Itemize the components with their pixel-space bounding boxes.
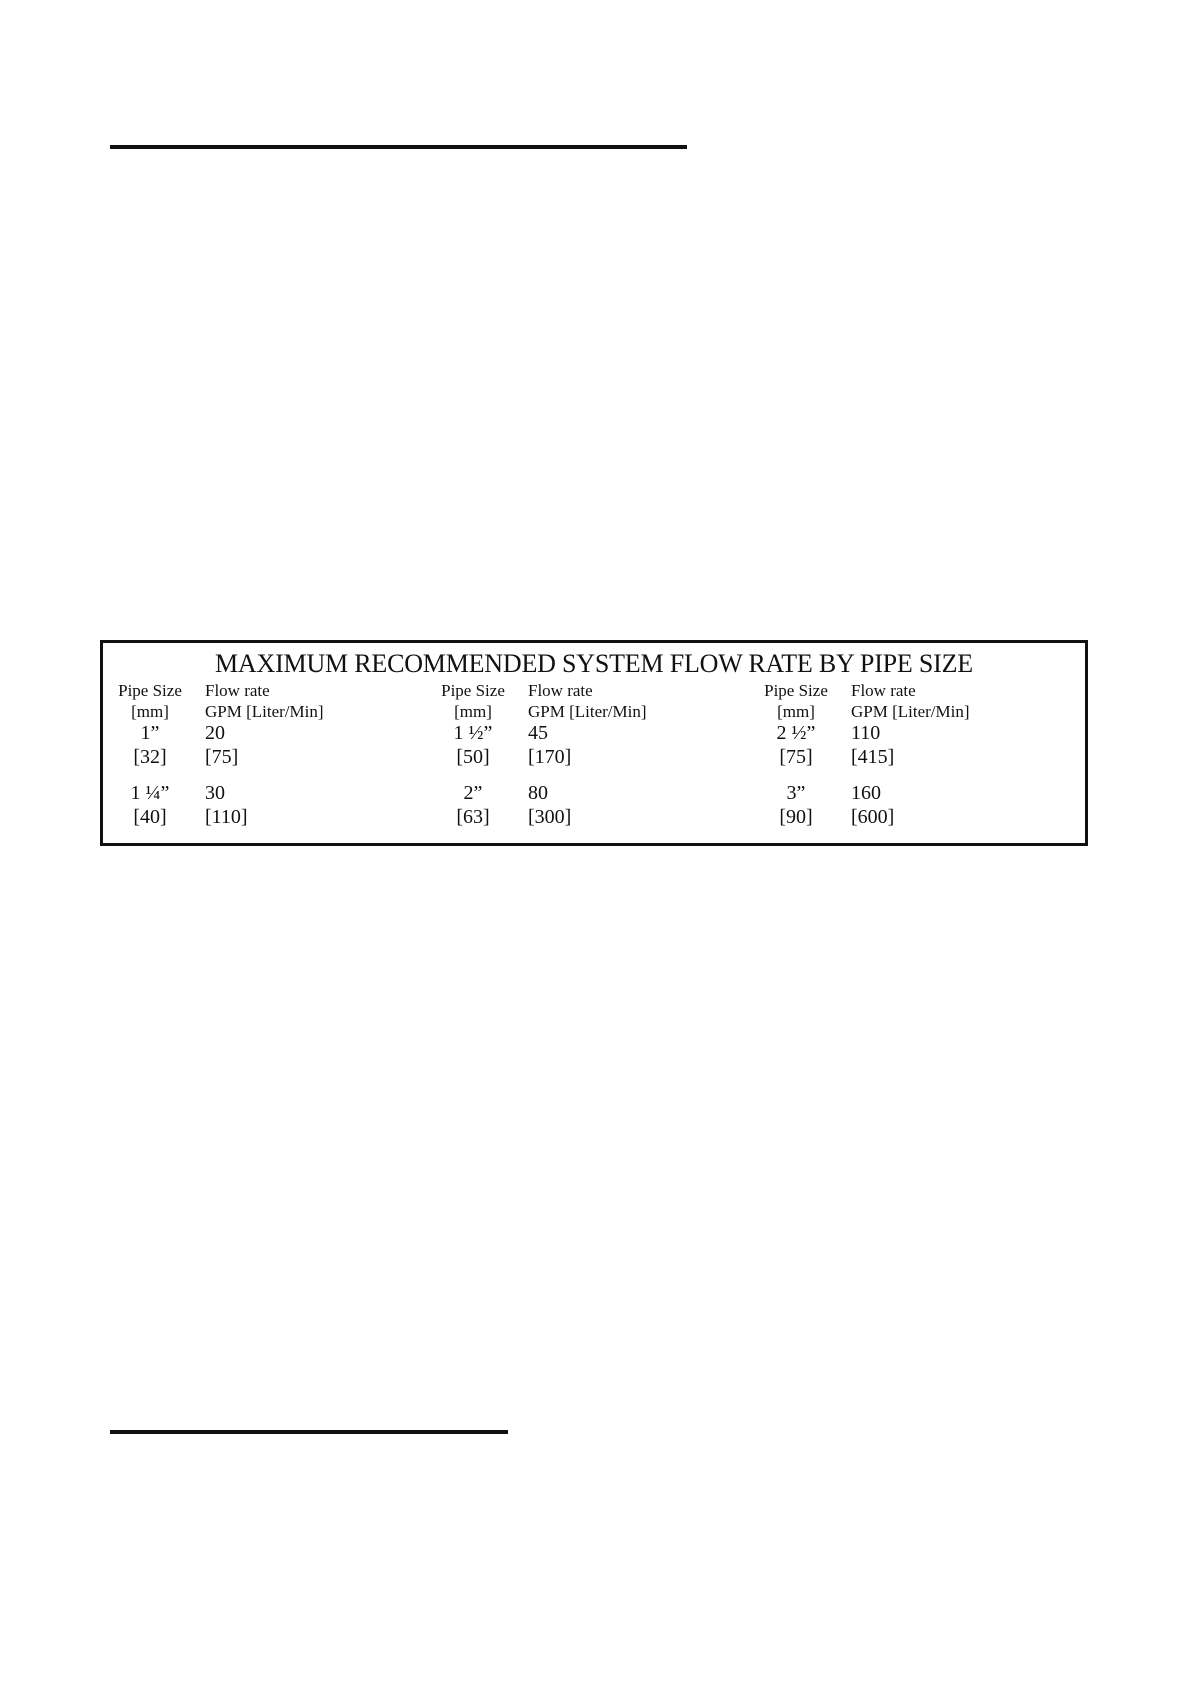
flow-rate-gpm: 45 xyxy=(528,722,548,744)
pipe-size-mm: [63] xyxy=(456,806,490,828)
pipe-size-inch: 2 ½” xyxy=(776,722,816,744)
pipe-size-mm: [32] xyxy=(133,746,167,768)
pipe-size-unit: [mm] xyxy=(777,702,815,721)
flow-rate-gpm: 30 xyxy=(205,782,225,804)
pipe-size-inch: 3” xyxy=(786,782,806,804)
pipe-size-mm: [75] xyxy=(779,746,813,768)
bottom-horizontal-rule xyxy=(110,1430,508,1434)
flow-rate-unit: GPM [Liter/Min] xyxy=(528,702,647,721)
table-column-group-2 xyxy=(440,643,740,843)
pipe-size-header: Pipe Size xyxy=(764,681,828,700)
flow-rate-lpm: [415] xyxy=(851,746,895,768)
pipe-size-inch: 2” xyxy=(463,782,483,804)
flow-rate-gpm: 160 xyxy=(851,782,881,804)
flow-rate-lpm: [300] xyxy=(528,806,572,828)
pipe-size-inch: 1 ¼” xyxy=(130,782,170,804)
flow-rate-gpm: 20 xyxy=(205,722,225,744)
pipe-size-unit: [mm] xyxy=(454,702,492,721)
table-column-group-1 xyxy=(117,643,417,843)
table-column-group-3 xyxy=(763,643,1063,843)
flow-rate-lpm: [170] xyxy=(528,746,572,768)
flow-rate-gpm: 110 xyxy=(851,722,881,744)
flow-rate-unit: GPM [Liter/Min] xyxy=(205,702,324,721)
flow-rate-table xyxy=(100,640,1088,846)
pipe-size-unit: [mm] xyxy=(131,702,169,721)
pipe-size-inch: 1 ½” xyxy=(453,722,493,744)
pipe-size-mm: [90] xyxy=(779,806,813,828)
pipe-size-mm: [40] xyxy=(133,806,167,828)
flow-rate-unit: GPM [Liter/Min] xyxy=(851,702,970,721)
flow-rate-header: Flow rate xyxy=(851,681,916,700)
pipe-size-inch: 1” xyxy=(140,722,160,744)
pipe-size-header: Pipe Size xyxy=(441,681,505,700)
flow-rate-lpm: [110] xyxy=(205,806,248,828)
flow-rate-header: Flow rate xyxy=(205,681,270,700)
flow-rate-header: Flow rate xyxy=(528,681,593,700)
pipe-size-mm: [50] xyxy=(456,746,490,768)
table-title: MAXIMUM RECOMMENDED SYSTEM FLOW RATE BY PIPE SIZE xyxy=(215,649,973,678)
top-horizontal-rule xyxy=(110,145,687,149)
pipe-size-header: Pipe Size xyxy=(118,681,182,700)
flow-rate-lpm: [600] xyxy=(851,806,895,828)
flow-rate-lpm: [75] xyxy=(205,746,239,768)
flow-rate-gpm: 80 xyxy=(528,782,548,804)
